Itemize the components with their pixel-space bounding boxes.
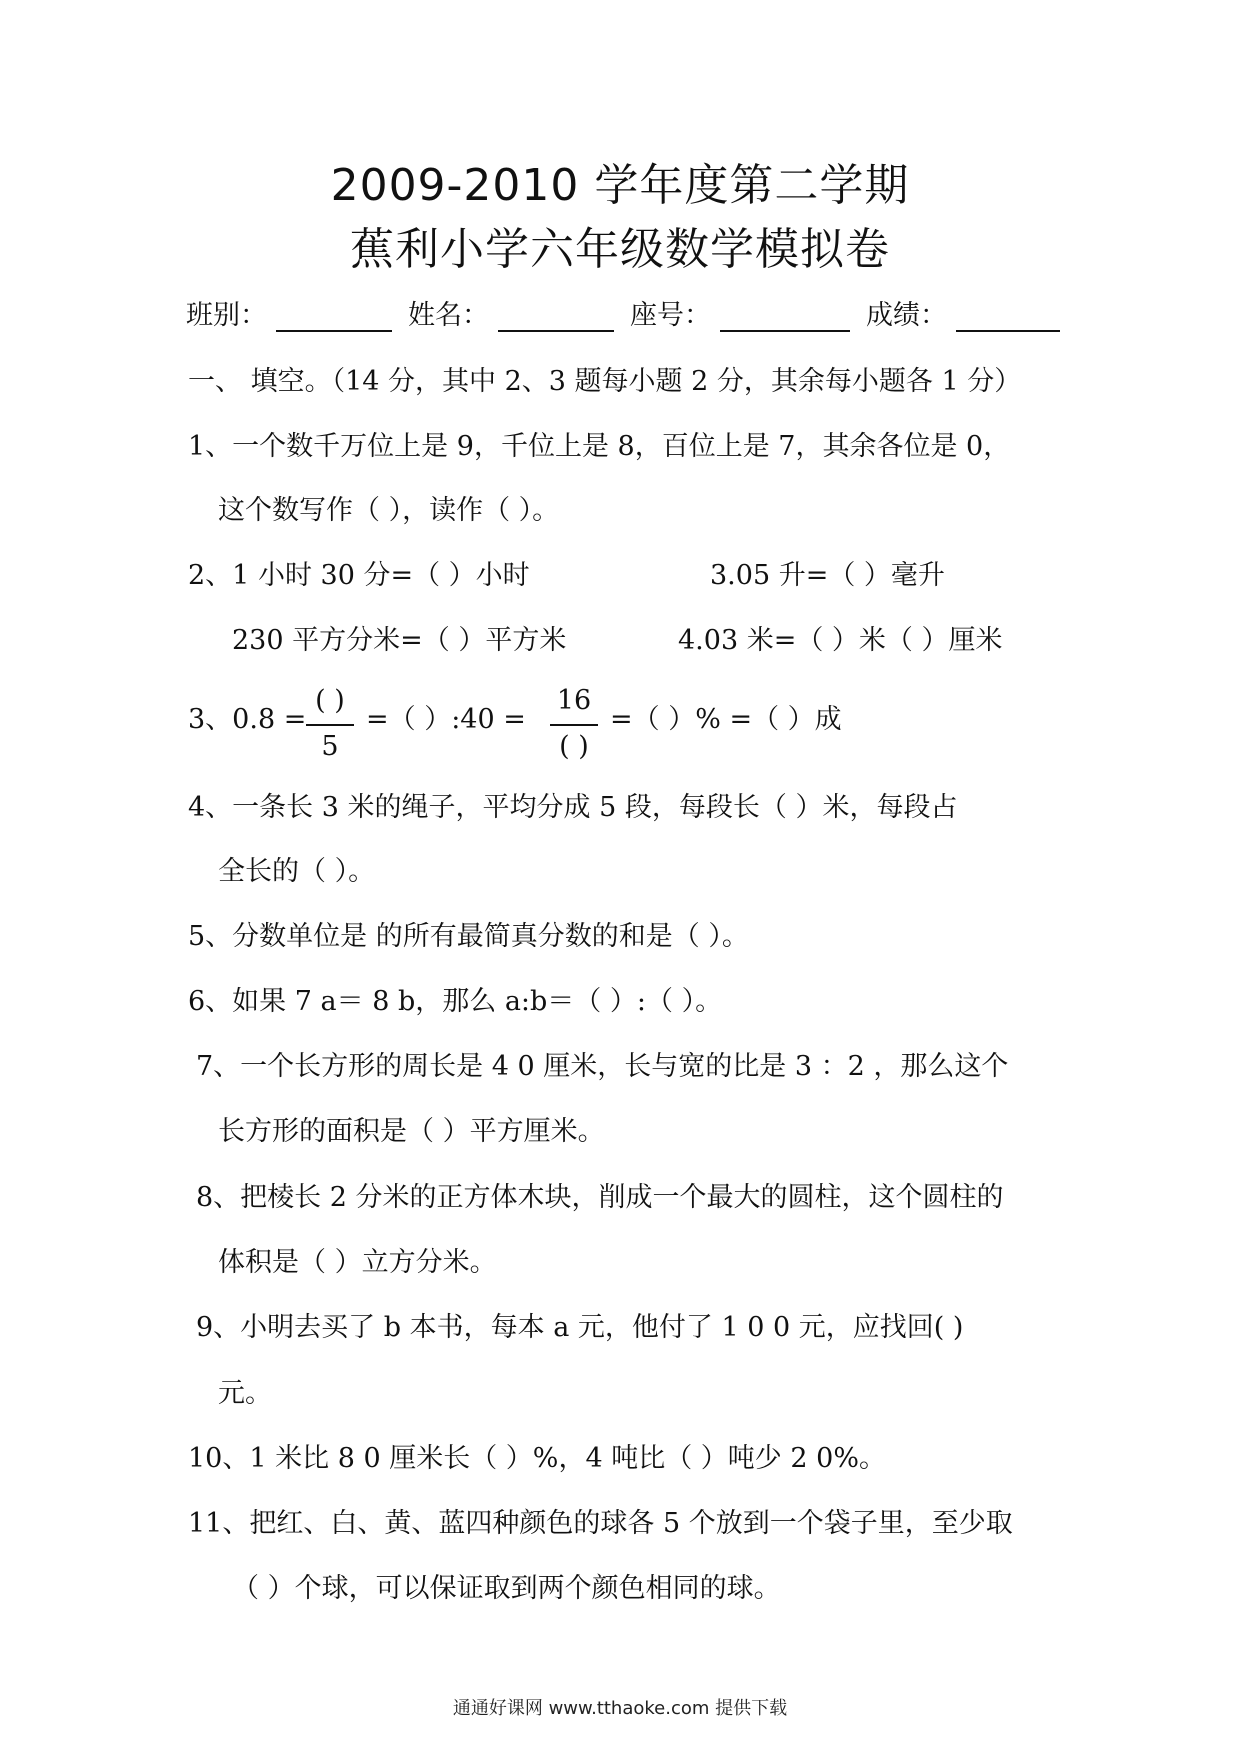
question-9-line2: 元。 [218, 1378, 272, 1409]
student-info-row [186, 294, 1056, 338]
exam-title-line2: 蕉利小学六年级数学模拟卷 [350, 224, 890, 275]
fraction-bar [550, 724, 598, 726]
q3-fraction-2 [544, 680, 604, 766]
footer-credit: 通通好课网 www.tthaoke.com 提供下载 [452, 1698, 788, 1719]
name-label: 姓名： [408, 300, 489, 331]
q3-fraction-2-denominator: ( ) [559, 731, 589, 762]
name-blank [498, 330, 614, 332]
q2-hours: 2、1 小时 30 分=（ ）小时 [188, 560, 530, 591]
question-11-line1: 11、把红、白、黄、蓝四种颜色的球各 5 个放到一个袋子里，至少取 [188, 1508, 1013, 1539]
question-10: 10、1 米比 8 0 厘米长（ ）%，4 吨比（ ）吨少 2 0%。 [188, 1443, 886, 1474]
question-1-line2: 这个数写作（ ），读作（ ）。 [218, 495, 560, 526]
question-3 [188, 685, 1068, 790]
q2-liters: 3.05 升=（ ）毫升 [710, 560, 945, 591]
exam-title-line1: 2009-2010 学年度第二学期 [330, 160, 910, 211]
score-blank [956, 330, 1060, 332]
question-9-line1: 9、小明去买了 b 本书，每本 a 元，他付了 1 0 0 元，应找回( ) [196, 1312, 964, 1343]
question-8-line2: 体积是（ ）立方分米。 [218, 1247, 497, 1278]
class-blank [276, 330, 392, 332]
q3-fraction-1-numerator: ( ) [315, 685, 345, 716]
question-4-line1: 4、一条长 3 米的绳子，平均分成 5 段，每段长（ ）米，每段占 [188, 792, 958, 823]
question-4-line2: 全长的（ ）。 [218, 856, 376, 887]
q3-ratio: =（ ）:40 = [366, 704, 526, 735]
q3-fraction-1 [300, 680, 360, 766]
score-label: 成绩： [866, 300, 947, 331]
question-5: 5、分数单位是 的所有最简真分数的和是（ ）。 [188, 921, 749, 952]
q2-meters: 4.03 米=（ ）米（ ）厘米 [678, 625, 1003, 656]
seat-label: 座号： [630, 300, 711, 331]
class-label: 班别： [186, 300, 267, 331]
q3-suffix: =（ ）% =（ ）成 [610, 704, 842, 735]
seat-blank [720, 330, 850, 332]
fraction-bar [306, 724, 354, 726]
q3-prefix: 3、0.8 = [188, 704, 307, 735]
q3-fraction-1-denominator: 5 [321, 731, 339, 762]
q3-fraction-2-numerator: 16 [556, 685, 592, 716]
question-8-line1: 8、把棱长 2 分米的正方体木块，削成一个最大的圆柱，这个圆柱的 [196, 1182, 1004, 1213]
question-1-line1: 1、一个数千万位上是 9，千位上是 8，百位上是 7，其余各位是 0， [188, 431, 1011, 462]
question-7-line2: 长方形的面积是（ ）平方厘米。 [218, 1116, 605, 1147]
question-7-line1: 7、一个长方形的周长是 4 0 厘米，长与宽的比是 3 ：2 ，那么这个 [196, 1051, 1009, 1082]
question-6: 6、如果 7 a＝ 8 b，那么 a:b＝（ ）:（ ）。 [188, 986, 723, 1017]
question-11-line2: （ ）个球，可以保证取到两个颜色相同的球。 [232, 1573, 781, 1604]
q2-area: 230 平方分米=（ ）平方米 [232, 625, 567, 656]
section-heading: 一、 填空。（14 分，其中 2、3 题每小题 2 分，其余每小题各 1 分） [188, 366, 1022, 397]
